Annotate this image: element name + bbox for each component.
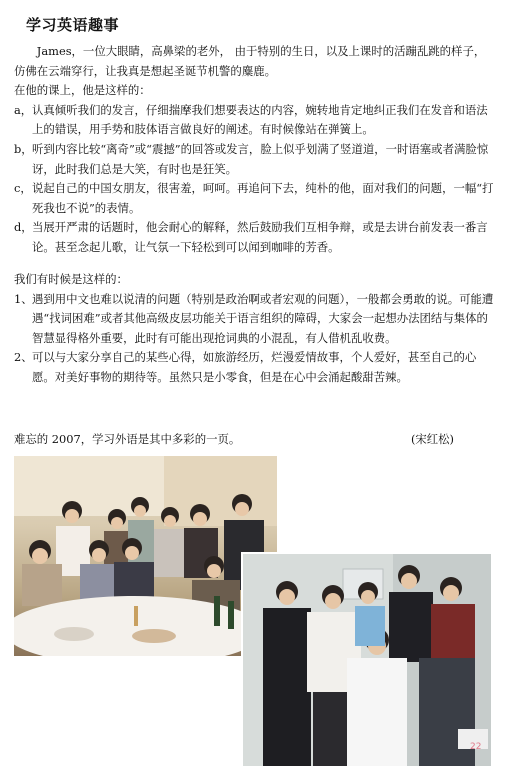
page-number: 22 [470, 742, 482, 752]
class-item-d [14, 218, 494, 257]
group-photo-standing [241, 552, 493, 768]
group-photo-dinner [14, 456, 277, 656]
list-marker: a， [14, 102, 33, 117]
article-body [14, 42, 494, 258]
author-signature: (宋红松) [410, 432, 454, 446]
closing-line [14, 430, 494, 450]
list-text: 说起自己的中国女朋友，很害羞，呵呵。再追问下去，纯朴的他，面对我们的问题，一幅“打死我也不说”的表情。 [32, 181, 494, 215]
us-lead: 我们有时候是这样的： [14, 272, 128, 286]
list-text: 当展开严肃的话题时，他会耐心的解释，然后鼓励我们互相争辩，或是去讲台前发表一番言论。甚至念起儿歌，让气氛一下轻松到可以闻到咖啡的芳香。 [32, 220, 488, 254]
class-lead: 在他的课上，他是这样的： [14, 83, 151, 98]
class-item-c [14, 179, 494, 218]
list-marker: 1、 [14, 291, 33, 306]
class-item-b [14, 140, 494, 179]
group-photo-dinner-image [14, 456, 277, 656]
list-marker: d， [14, 220, 33, 235]
list-marker: 2、 [14, 350, 33, 365]
list-marker: c， [14, 181, 32, 196]
closing-text: 难忘的 2007，学习外语是其中多彩的一页。 [14, 432, 241, 446]
us-item-2 [14, 348, 494, 387]
list-marker: b， [14, 141, 33, 156]
list-text: 认真倾听我们的发言，仔细揣摩我们想要表达的内容，婉转地肯定地纠正我们在发音和语法上的错误，用手势和肢体语言做良好的阐述。有时候像站在弹簧上。 [32, 102, 488, 137]
article-title: 学习英语趣事 [26, 16, 120, 34]
intro-paragraph: James，一位大眼睛，高鼻梁的老外， 由于特别的生日，以及上课时的活蹦乱跳的样子，仿佛在云端穿行，让我真是想起圣诞节机警的麋鹿。 [14, 44, 486, 78]
list-text: 可以与大家分享自己的某些心得，如旅游经历，烂漫爱情故事，个人爱好，甚至自己的心愿。对美好事物的期待等。虽然只是小零食，但是在心中会涌起酸甜苦辣。 [32, 350, 477, 384]
group-photo-standing-image [243, 554, 491, 766]
us-item-1 [14, 290, 494, 349]
article-body-2 [14, 270, 494, 388]
list-text: 听到内容比较“离奇”或“震撼”的回答或发言，脸上似乎划满了竖道道，一时语塞或者满脸惊讶，此时我们总是大笑，有时也是狂笑。 [32, 141, 489, 176]
list-text: 遇到用中文也难以说清的问题（特别是政治啊或者宏观的问题），一般都会勇敢的说。可能遭遇“找词困难”或者其他高级皮层功能关于语言组织的障碍，大家会一起想办法团结与集体的智慧显得格外重要，此时有可能出现抢词典的小混乱，有人借机乱收费。 [32, 291, 494, 345]
class-item-a [14, 101, 494, 140]
